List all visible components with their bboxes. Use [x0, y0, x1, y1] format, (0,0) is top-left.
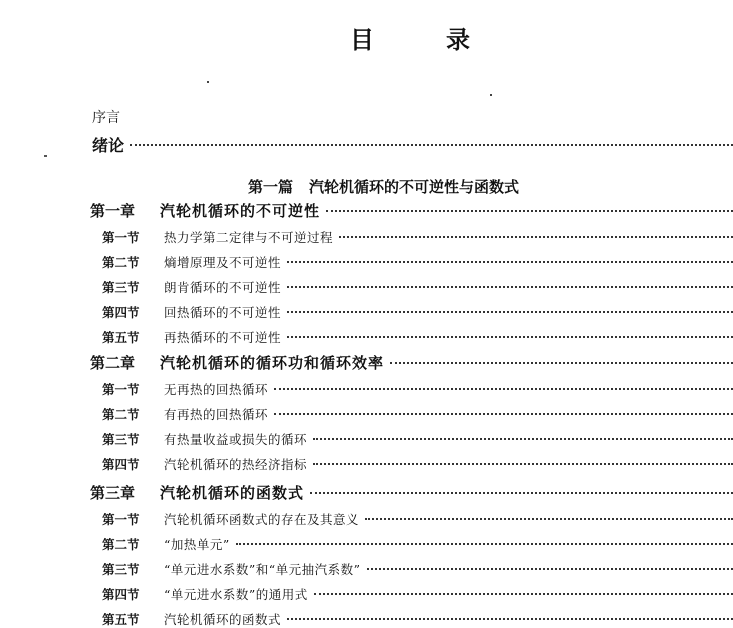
section-title: 朗肯循环的不可逆性: [164, 280, 282, 295]
dot-leader: [287, 286, 733, 288]
dot-leader: [274, 388, 733, 390]
toc-entry-section[interactable]: [102, 405, 733, 423]
dot-leader: [390, 362, 733, 364]
part-title: 汽轮机循环的不可逆性与函数式: [309, 178, 520, 196]
section-title: 汽轮机循环的热经济指标: [164, 457, 308, 472]
dot-leader: [339, 236, 733, 238]
toc-entry-label: 绪论: [92, 136, 125, 155]
section-title: 再热循环的不可逆性: [164, 330, 282, 345]
section-title: “单元进水系数”和“单元抽汽系数”: [164, 562, 361, 577]
dot-leader: [287, 336, 733, 338]
toc-entry-section[interactable]: [102, 455, 733, 473]
speck: [44, 155, 47, 157]
dot-leader: [314, 593, 733, 595]
dot-leader: [287, 618, 733, 620]
section-title: “加热单元”: [164, 537, 230, 552]
chapter-label: 第二章: [90, 354, 136, 372]
toc-entry-chapter[interactable]: [90, 352, 733, 373]
toc-entry-section[interactable]: [102, 278, 733, 296]
dot-leader: [310, 492, 733, 494]
section-label: 第一节: [102, 230, 140, 245]
section-label: 第一节: [102, 382, 140, 397]
section-title: 汽轮机循环函数式的存在及其意义: [164, 512, 360, 527]
toc-entry-section[interactable]: [102, 303, 733, 321]
toc-entry-chapter[interactable]: [90, 482, 733, 503]
dot-leader: [274, 413, 733, 415]
section-label: 第三节: [102, 432, 140, 447]
toc-entry-chapter[interactable]: [90, 200, 733, 221]
toc-entry-preface[interactable]: [92, 107, 733, 127]
toc-entry-section[interactable]: [102, 228, 733, 246]
dot-leader: [313, 463, 733, 465]
toc-title-char-1: 目: [350, 26, 374, 54]
dot-leader: [365, 518, 733, 520]
chapter-title: 汽轮机循环的不可逆性: [160, 202, 321, 220]
chapter-title: 汽轮机循环的循环功和循环效率: [160, 354, 385, 372]
speck: [490, 94, 492, 96]
section-label: 第三节: [102, 562, 140, 577]
speck: [207, 81, 209, 83]
toc-entry-label: 序言: [92, 110, 120, 126]
toc-entry-section[interactable]: [102, 535, 733, 553]
section-title: 汽轮机循环的函数式: [164, 612, 282, 627]
dot-leader: [130, 144, 733, 146]
section-title: 熵增原理及不可逆性: [164, 255, 282, 270]
section-label: 第二节: [102, 537, 140, 552]
section-label: 第四节: [102, 305, 140, 320]
toc-entry-section[interactable]: [102, 585, 733, 603]
part-label: 第一篇: [248, 178, 294, 196]
chapter-title: 汽轮机循环的函数式: [160, 484, 305, 502]
section-label: 第一节: [102, 512, 140, 527]
toc-title-char-2: 录: [446, 26, 470, 54]
chapter-label: 第一章: [90, 202, 136, 220]
dot-leader: [313, 438, 733, 440]
toc-entry-section[interactable]: [102, 430, 733, 448]
chapter-label: 第三章: [90, 484, 136, 502]
section-label: 第四节: [102, 457, 140, 472]
toc-title: [350, 20, 470, 55]
section-label: 第五节: [102, 330, 140, 345]
section-title: 热力学第二定律与不可逆过程: [164, 230, 334, 245]
part-heading: [248, 176, 519, 197]
toc-entry-section[interactable]: [102, 510, 733, 528]
section-label: 第三节: [102, 280, 140, 295]
toc-entry-section[interactable]: [102, 328, 733, 346]
dot-leader: [287, 311, 733, 313]
section-label: 第五节: [102, 612, 140, 627]
dot-leader: [287, 261, 733, 263]
section-title: 有再热的回热循环: [164, 407, 269, 422]
toc-entry-section[interactable]: [102, 253, 733, 271]
section-title: 回热循环的不可逆性: [164, 305, 282, 320]
toc-entry-section[interactable]: [102, 560, 733, 578]
dot-leader: [367, 568, 733, 570]
toc-entry-intro[interactable]: [92, 133, 733, 156]
section-label: 第二节: [102, 255, 140, 270]
section-label: 第二节: [102, 407, 140, 422]
section-title: 无再热的回热循环: [164, 382, 269, 397]
section-title: “单元进水系数”的通用式: [164, 587, 308, 602]
dot-leader: [326, 210, 733, 212]
section-label: 第四节: [102, 587, 140, 602]
section-title: 有热量收益或损失的循环: [164, 432, 308, 447]
toc-entry-section[interactable]: [102, 610, 733, 628]
dot-leader: [236, 543, 733, 545]
toc-entry-section[interactable]: [102, 380, 733, 398]
